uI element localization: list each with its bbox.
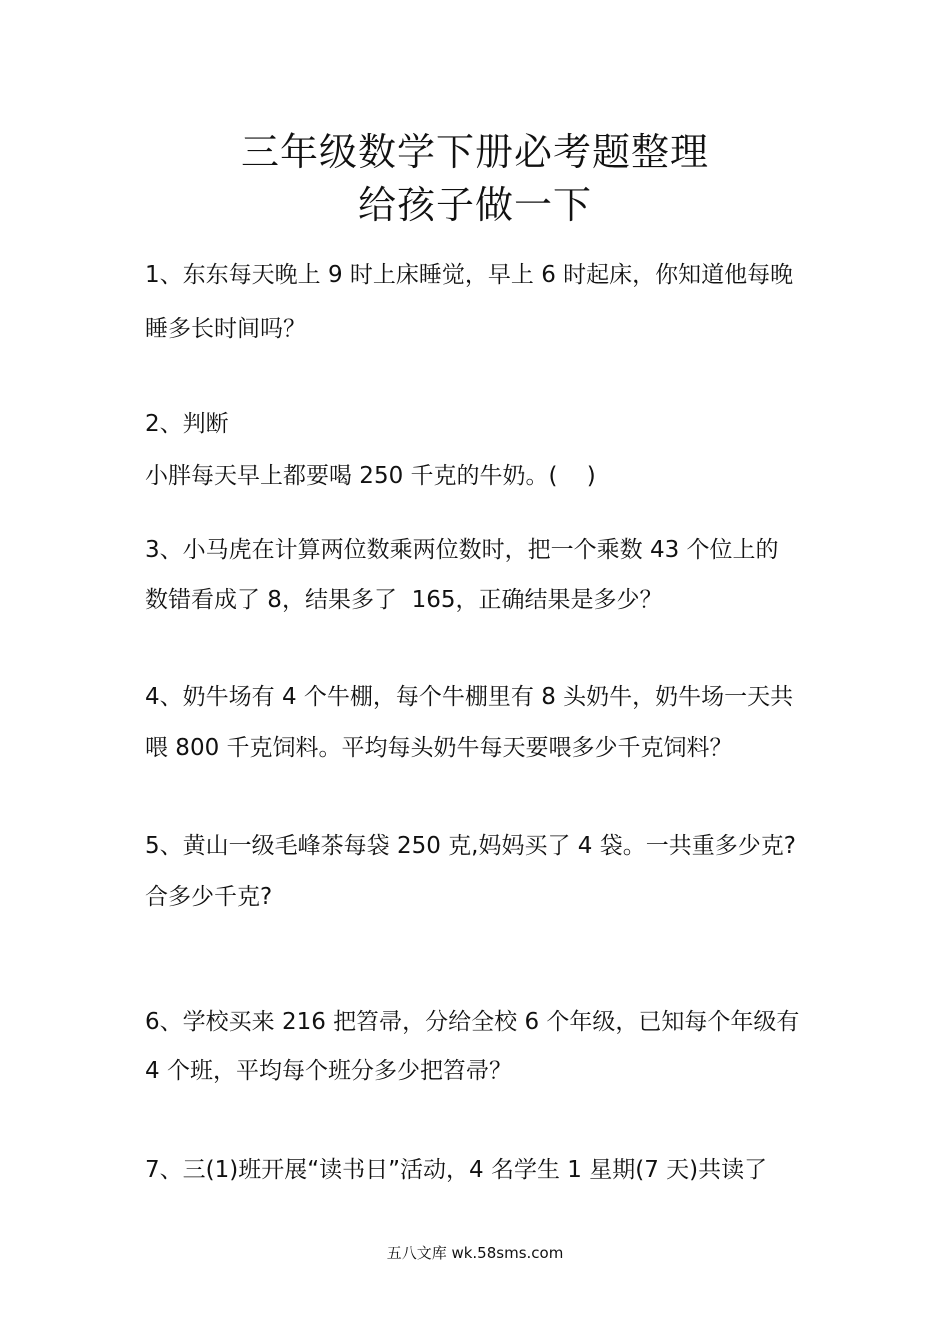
question-2-line-2: 小胖每天早上都要喝 250 千克的牛奶。( ) [145, 463, 596, 489]
page-subtitle: 给孩子做一下 [357, 183, 592, 227]
question-4-line-2: 喂 800 千克饲料。平均每头奶牛每天要喂多少千克饲料？ [145, 735, 733, 761]
question-5-line-1: 5、黄山一级毛峰茶每袋 250 克,妈妈买了 4 袋。一共重多少克? [145, 833, 796, 859]
question-1-line-2: 睡多长时间吗？ [145, 316, 306, 342]
question-6-line-2: 4 个班，平均每个班分多少把笤帚？ [145, 1058, 512, 1084]
question-1-line-1: 1、东东每天晚上 9 时上床睡觉，早上 6 时起床，你知道他每晚 [145, 262, 794, 288]
question-7-line-1: 7、三(1)班开展“读书日”活动，4 名学生 1 星期(7 天)共读了 [145, 1157, 768, 1183]
question-3-line-2: 数错看成了 8，结果多了 165，正确结果是多少？ [145, 587, 663, 613]
footer-watermark: 五八文库 wk.58sms.com [386, 1244, 564, 1262]
question-4-line-1: 4、奶牛场有 4 个牛棚，每个牛棚里有 8 头奶牛，奶牛场一天共 [145, 684, 794, 710]
question-6-line-1: 6、学校买来 216 把笤帚，分给全校 6 个年级，已知每个年级有 [145, 1009, 800, 1035]
question-3-line-1: 3、小马虎在计算两位数乘两位数时，把一个乘数 43 个位上的 [145, 537, 779, 563]
question-5-line-2: 合多少千克? [145, 884, 273, 910]
page-title: 三年级数学下册必考题整理 [240, 130, 709, 174]
question-2-line-1: 2、判断 [145, 411, 229, 437]
